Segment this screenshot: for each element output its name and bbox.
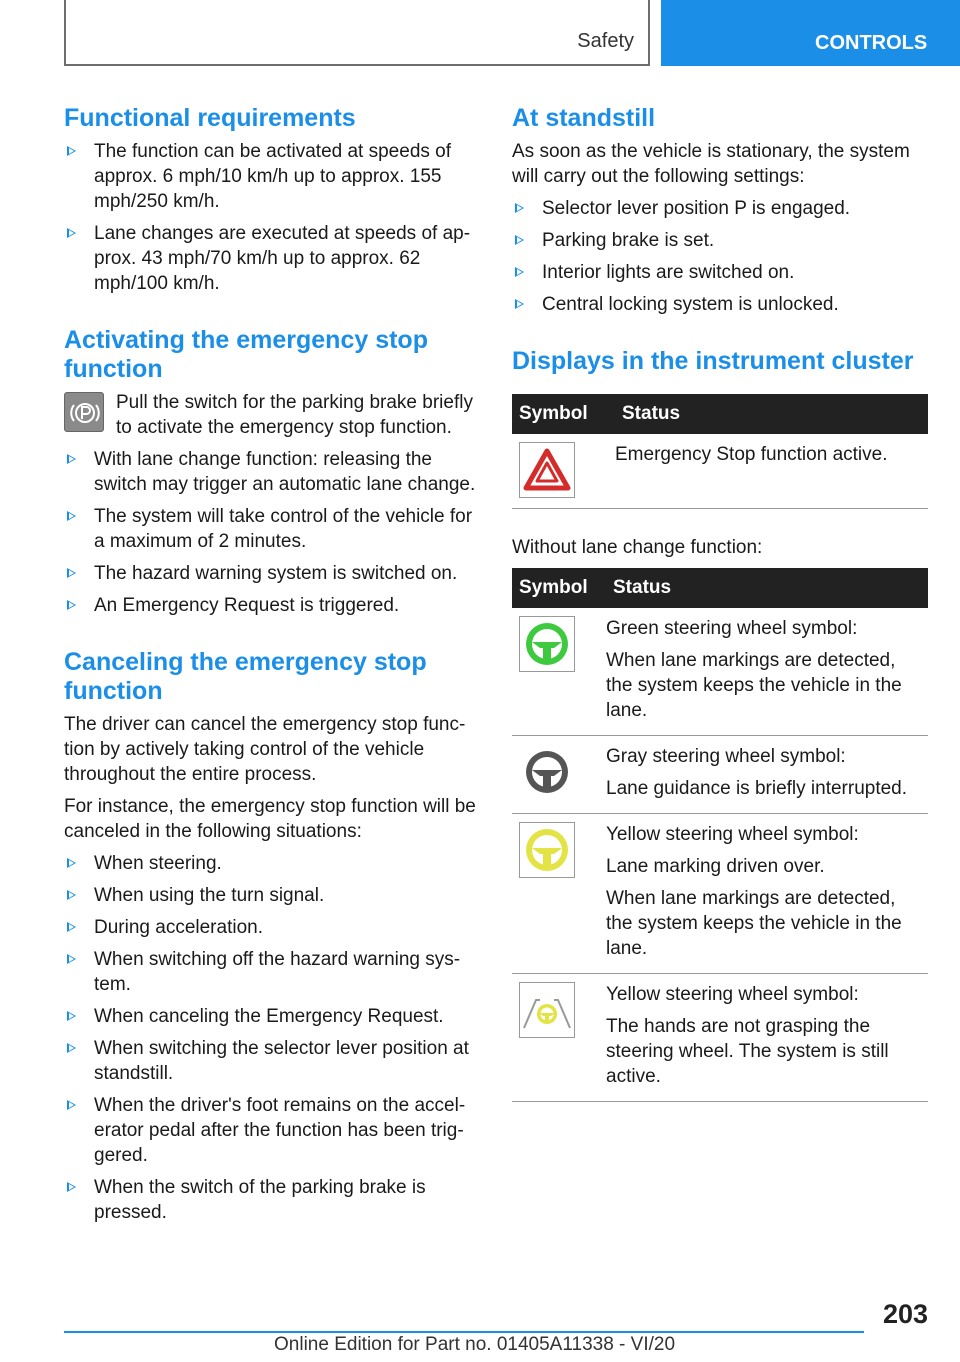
bullet-icon (67, 1100, 76, 1110)
list-item: Central locking system is unlocked. (512, 292, 928, 317)
canceling-para-2: For instance, the emergency stop function will be canceled in the following situations: (64, 796, 476, 842)
bullet-icon (515, 235, 524, 245)
activating-list (64, 447, 478, 618)
page-number: 203 (882, 1299, 928, 1329)
green-steering-wheel-icon (519, 616, 575, 672)
status-text: When lane markings are detected, the system keeps the vehicle in the lane. (606, 650, 902, 721)
list-item: The function can be activated at speeds of approx. 6 mph/10 km/h up to approx. 155 mph/250 km/h. (64, 139, 478, 214)
status-text: Emergency Stop function active. (615, 444, 888, 465)
bullet-icon (67, 922, 76, 932)
left-column (64, 104, 478, 1232)
list-item: With lane change function: releasing the switch may trigger an automatic lane change. (64, 447, 478, 497)
list-item: When the driver's foot remains on the accelerator pedal after the function has been triggered. (64, 1093, 478, 1168)
standstill-intro: As soon as the vehicle is stationary, the system will carry out the following settings: (512, 141, 910, 187)
bullet-icon (67, 890, 76, 900)
table-row (512, 814, 928, 974)
canceling-list (64, 851, 478, 1225)
gray-steering-wheel-icon (519, 744, 575, 800)
yellow-small-steering-wheel-icon (519, 982, 575, 1038)
table-header-status: Status (606, 568, 928, 608)
status-text: Lane marking driven over. (606, 856, 825, 877)
list-item: Selector lever position P is engaged. (512, 196, 928, 221)
list-item: The system will take control of the vehicle for a maximum of 2 minutes. (64, 504, 478, 554)
table-header-status: Status (615, 394, 928, 434)
header-chapter-tab (661, 0, 960, 66)
list-item: Interior lights are switched on. (512, 260, 928, 285)
right-column (512, 104, 928, 1110)
bullet-icon (67, 1011, 76, 1021)
yellow-steering-wheel-icon (519, 822, 575, 878)
bullet-icon (67, 1182, 76, 1192)
activating-intro (64, 390, 478, 440)
status-text: When lane markings are detected, the system keeps the vehicle in the lane. (606, 888, 902, 959)
standstill-list (512, 196, 928, 317)
footer-edition: Online Edition for Part no. 01405A11338 - VI/20 (274, 1334, 676, 1355)
table-row (512, 608, 928, 736)
without-lane-change-label: Without lane change function: (512, 537, 763, 558)
table-header-symbol: Symbol (512, 568, 606, 608)
bullet-icon (67, 228, 76, 238)
header-section-box (64, 0, 650, 66)
activating-heading: Activating the emergency stop function (64, 326, 428, 383)
bullet-icon (67, 1043, 76, 1053)
list-item: When canceling the Emergency Request. (64, 1004, 478, 1029)
canceling-heading: Canceling the emergency stop function (64, 648, 427, 705)
canceling-para-1: The driver can cancel the emergency stop function by actively taking control of the vehicle throughout the entire process. (64, 714, 466, 785)
status-text: Lane guidance is briefly interrupted. (606, 778, 908, 799)
header-chapter-label: CONTROLS (815, 32, 928, 54)
bullet-icon (67, 954, 76, 964)
bullet-icon (67, 454, 76, 464)
bullet-icon (515, 299, 524, 309)
list-item: When steering. (64, 851, 478, 876)
status-text: Yellow steering wheel symbol: (606, 824, 859, 845)
list-item: When the switch of the parking brake is pressed. (64, 1175, 478, 1225)
status-text: Green steering wheel symbol: (606, 618, 858, 639)
list-item: During acceleration. (64, 915, 478, 940)
emergency-stop-symbol-table (512, 394, 928, 509)
status-text: Gray steering wheel symbol: (606, 746, 846, 767)
functional-requirements-heading: Functional requirements (64, 104, 356, 132)
list-item: When using the turn signal. (64, 883, 478, 908)
bullet-icon (515, 203, 524, 213)
parking-brake-icon (64, 392, 104, 432)
table-row (512, 736, 928, 814)
displays-heading: Displays in the instrument cluster (512, 347, 914, 375)
bullet-icon (67, 568, 76, 578)
bullet-icon (515, 267, 524, 277)
functional-requirements-list (64, 139, 478, 296)
header-section-label: Safety (577, 30, 634, 52)
steering-wheel-symbol-table (512, 568, 928, 1102)
status-text: The hands are not grasping the steering wheel. The system is still active. (606, 1016, 889, 1087)
list-item: An Emergency Request is triggered. (64, 593, 478, 618)
status-text: Yellow steering wheel symbol: (606, 984, 859, 1005)
activating-intro-text: Pull the switch for the parking brake briefly to activate the emergency stop function. (116, 392, 473, 438)
list-item: When switching off the hazard warning system. (64, 947, 478, 997)
warning-triangle-icon (519, 442, 575, 498)
list-item: Lane changes are executed at speeds of approx. 43 mph/70 km/h up to approx. 62 mph/100 km/h. (64, 221, 478, 296)
table-header-symbol: Symbol (512, 394, 615, 434)
bullet-icon (67, 858, 76, 868)
list-item: Parking brake is set. (512, 228, 928, 253)
bullet-icon (67, 600, 76, 610)
bullet-icon (67, 511, 76, 521)
list-item: When switching the selector lever position at standstill. (64, 1036, 478, 1086)
table-row (512, 974, 928, 1102)
bullet-icon (67, 146, 76, 156)
standstill-heading: At standstill (512, 104, 656, 132)
footer-divider (64, 1331, 864, 1333)
list-item: The hazard warning system is switched on. (64, 561, 478, 586)
table-row (512, 434, 928, 509)
